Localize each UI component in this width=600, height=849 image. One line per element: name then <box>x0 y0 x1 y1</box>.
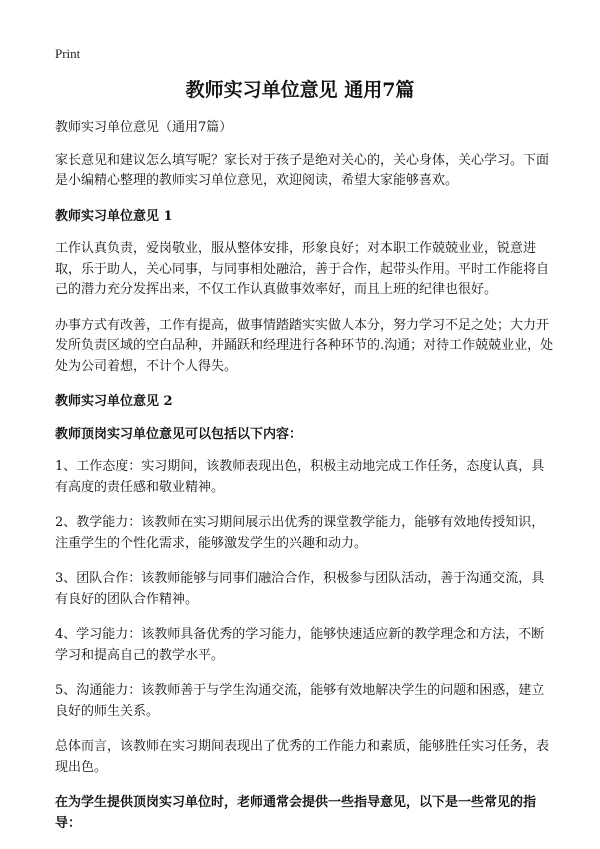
section-heading-2: 教师实习单位意见 2 <box>55 394 173 409</box>
sub-heading: 教师顶岗实习单位意见可以包括以下内容： <box>55 426 303 442</box>
list-item: 4、学习能力：该教师具备优秀的学习能力，能够快速适应新的教学理念和方法，不断学习和提高自己的教学水平。 <box>55 627 545 663</box>
paragraph: 办事方式有改善，工作有提高，做事情踏踏实实做人本分，努力学习不足之处；大力开发所负责区域的空白品种，并踊跃和经理进行各种环节的.沟通；对待工作兢兢业业，处处为公司着想，不计个人得失。 <box>55 317 554 374</box>
intro-paragraph: 家长意见和建议怎么填写呢？家长对于孩子是绝对关心的，关心身体，关心学习。下面是小编精心整理的教师实习单位意见，欢迎阅读，希望大家能够喜欢。 <box>55 152 550 188</box>
paragraph: 工作认真负责，爱岗敬业，服从整体安排，形象良好；对本职工作兢兢业业，锐意进取，乐于助人，关心同事，与同事相处融洽，善于合作，起带头作用。平时工作能将自己的潜力充分发挥出来，不仅工作认真做事效率好，而且上班的纪律也很好。 <box>55 241 550 297</box>
summary-paragraph: 总体而言，该教师在实习期间表现出了优秀的工作能力和素质，能够胜任实习任务，表现出色。 <box>55 739 550 775</box>
list-item: 1、工作态度：实习期间，该教师表现出色，积极主动地完成工作任务，态度认真，具有高度的责任感和敬业精神。 <box>55 459 545 495</box>
guidance-heading: 在为学生提供顶岗实习单位时，老师通常会提供一些指导意见，以下是一些常见的指导： <box>55 795 537 831</box>
list-item: 5、沟通能力：该教师善于与学生沟通交流，能够有效地解决学生的问题和困惑，建立良好的师生关系。 <box>55 683 545 719</box>
page-title: 教师实习单位意见 通用7篇 <box>185 79 415 101</box>
print-link[interactable]: Print <box>55 46 81 61</box>
document-subtitle: 教师实习单位意见（通用7篇） <box>55 120 233 135</box>
list-item: 3、团队合作：该教师能够与同事们融洽合作，积极参与团队活动，善于沟通交流，具有良好的团队合作精神。 <box>55 571 545 607</box>
list-item: 2、教学能力：该教师在实习期间展示出优秀的课堂教学能力，能够有效地传授知识，注重学生的个性化需求，能够激发学生的兴趣和动力。 <box>55 515 545 551</box>
document-body <box>55 118 555 849</box>
section-heading-1: 教师实习单位意见 1 <box>55 208 173 224</box>
